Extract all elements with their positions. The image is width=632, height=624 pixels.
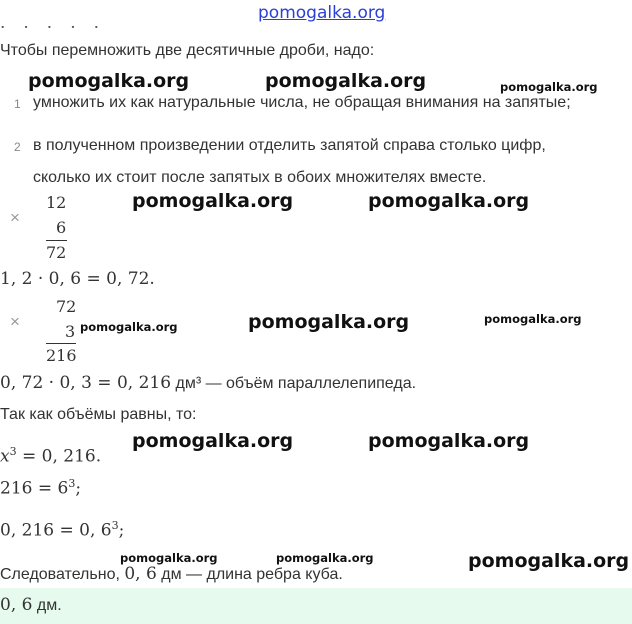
times-sign: × (10, 208, 20, 227)
step-number: 2 (14, 140, 21, 154)
watermark: pomogalka.org (80, 320, 178, 334)
since-text: Так как объёмы равны, то: (0, 406, 197, 423)
step-text-line1: в полученном произведении отделить запятой справа столько цифр, (33, 137, 546, 154)
watermark: pomogalka.org (132, 430, 294, 452)
equation-4-end: ; (75, 478, 82, 499)
equation-3-rest: = 0, 216. (16, 446, 102, 467)
watermark: pomogalka.org (132, 190, 294, 212)
watermark: pomogalka.org (368, 430, 530, 452)
mult2-top: 72 (56, 297, 77, 316)
watermark: pomogalka.org (500, 80, 598, 94)
mult1-top: 12 (46, 193, 67, 212)
step-text-line2: сколько их стоит после запятых в обоих множителях вместе. (33, 169, 487, 186)
watermark: pomogalka.org (468, 550, 630, 572)
variable-x: x (0, 446, 10, 467)
conclusion-math: 0, 6 (124, 564, 157, 584)
equation-5-left: 0, 216 = 0, 6 (0, 520, 112, 541)
conclusion (0, 564, 343, 584)
step-number: 1 (14, 97, 21, 111)
watermark: pomogalka.org (484, 312, 582, 326)
watermark: pomogalka.org (28, 70, 190, 92)
conclusion-post: дм — длина ребра куба. (156, 566, 343, 583)
mult2-bottom: 3 (65, 322, 76, 341)
step-text: умножить их как натуральные числа, не обращая внимания на запятые; (33, 94, 571, 111)
mult1-result: 72 (46, 243, 67, 262)
intro-text: Чтобы перемножить две десятичные дроби, надо: (0, 42, 375, 59)
equation-5 (0, 519, 124, 541)
conclusion-pre: Следовательно, (0, 566, 125, 583)
exponent: 3 (9, 445, 17, 458)
answer-text: дм. (32, 597, 62, 614)
exponent: 3 (111, 519, 119, 532)
answer-box (0, 588, 632, 624)
watermark-link[interactable]: pomogalka.org (258, 3, 386, 23)
watermark: pomogalka.org (276, 551, 374, 565)
equation-2 (0, 373, 416, 393)
cropped-previous-line: ····· (0, 26, 118, 36)
answer (0, 595, 62, 615)
equation-2-text: дм³ — объём параллелепипеда. (171, 375, 417, 392)
mult1-bar (46, 240, 67, 241)
watermark: pomogalka.org (265, 70, 427, 92)
mult1-bottom: 6 (56, 218, 67, 237)
equation-2-math: 0, 72 · 0, 3 = 0, 216 (0, 373, 172, 393)
watermark: pomogalka.org (368, 190, 530, 212)
times-sign: × (10, 312, 20, 331)
equation-3 (0, 445, 101, 467)
mult2-result: 216 (46, 346, 77, 365)
mult2-bar (46, 343, 76, 344)
answer-math: 0, 6 (0, 595, 33, 615)
equation-4-left: 216 = 6 (0, 478, 69, 499)
exponent: 3 (68, 477, 76, 490)
equation-5-end: ; (118, 520, 125, 541)
equation-4 (0, 477, 81, 499)
watermark: pomogalka.org (248, 311, 410, 333)
equation-1: 1, 2 · 0, 6 = 0, 72. (0, 269, 155, 289)
watermark: pomogalka.org (120, 551, 218, 565)
